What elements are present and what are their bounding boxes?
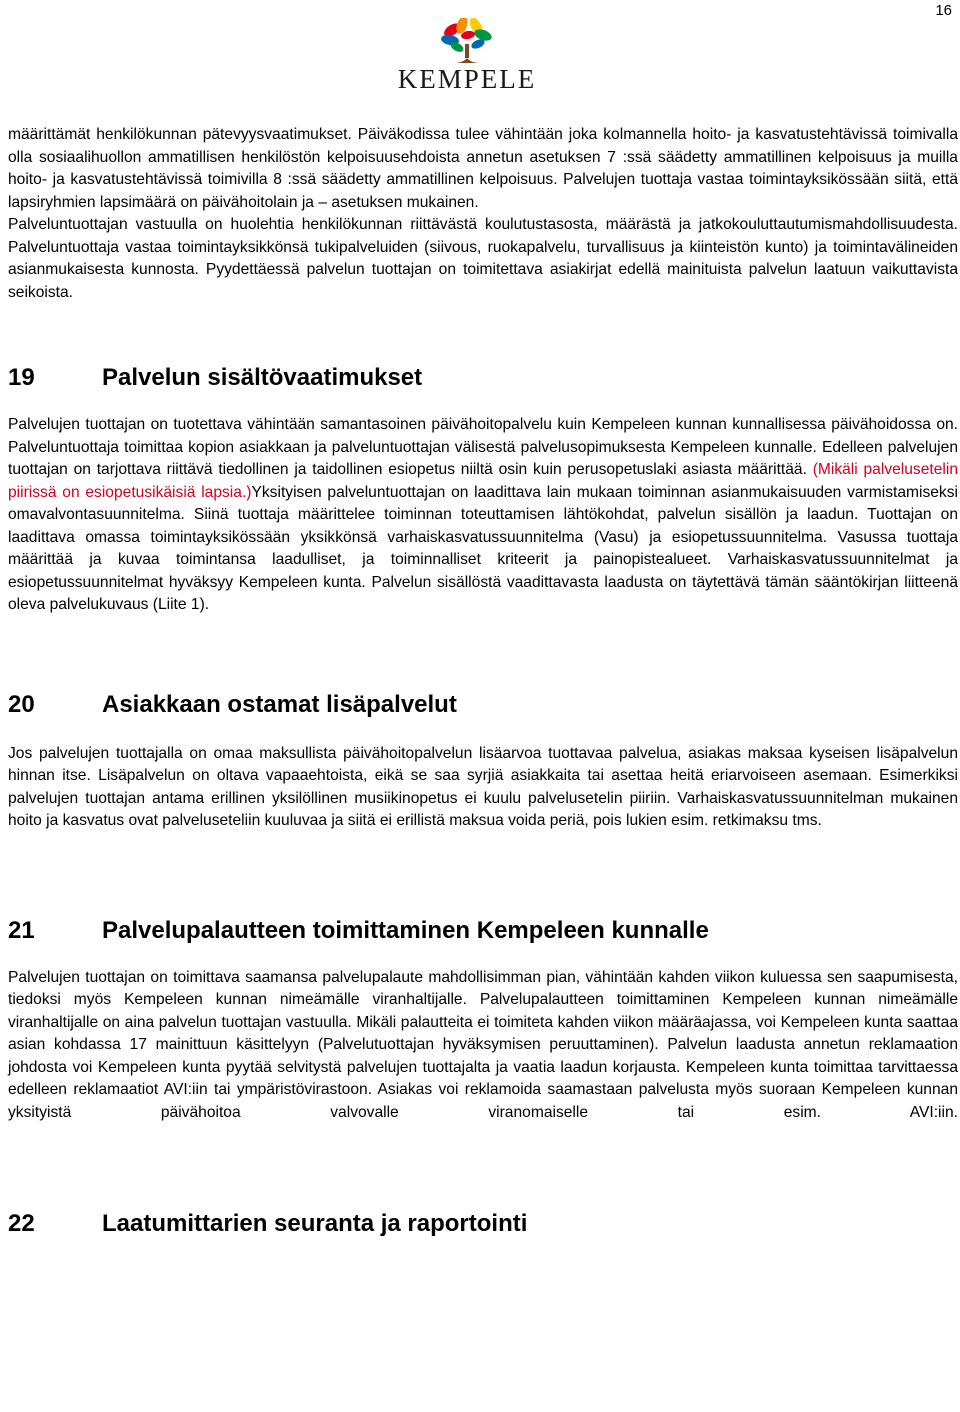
page-number: 16 [935,2,952,19]
section-heading-20 [8,691,958,719]
section-title: Palvelun sisältövaatimukset [102,364,423,391]
section-19-red-note: (Mikäli palvelusetelin piirissä on esiopetusikäisiä lapsia.) [8,461,958,501]
section-heading-19 [8,364,958,392]
section-number: 19 [8,364,35,391]
section-heading-22 [8,1210,958,1238]
logo-wordmark: KEMPELE [397,64,537,94]
paragraph-section-20: Jos palvelujen tuottajalla on omaa maksullista päivähoitopalvelun lisäarvoa tuottavaa palvelua, asiakas maksaa kyseisen lisäpalvelun hinnan itse. Lisäpalvelun on oltava vapaaehtoista, eikä se saa syrjiä asiakkaita tai asettaa heitä eriarvoiseen asemaan. Esimerkiksi palvelujen tuottajan antama erillinen yksilöllinen musiikinopetus ei kuulu palvelusetelin piiriin. Varhaiskasvatussuunnitelman mukainen hoito ja kasvatus ovat palveluseteliin kuuluvaa ja siitä ei erillistä maksua voida periä, pois lukien esim. retkimaksu tms. [8,744,958,829]
paragraph-qualifications: määrittämät henkilökunnan pätevyysvaatimukset. Päiväkodissa tulee vähintään joka kolmannella hoito- ja kasvatustehtävissä toimivalla olla sosiaalihuollon ammatillisen henkilöstön kelpoisuusehdoista annetun asetuksen 7 :ssä säädetty ammatillinen kelpoisuus ja muilla hoito- ja kasvatustehtävissä toimivilla 8 :ssä säädetty ammatillinen kelpoisuus. Palvelujen tuottaja vastaa toimintayksikössään siitä, että lapsiryhmien lapsimäärä on päivähoitolain ja – asetuksen mukainen. [8,126,958,211]
section-number: 22 [8,1210,35,1237]
section-19-text-part2: Yksityisen palveluntuottajan on laadittava lain mukaan toiminnan asianmukaisuuden varmistamiseksi omavalvontasuunnitelma. Siinä tuottaja määrittelee toiminnan toteuttamisen lähtökohdat, palvelun sisällön ja laadun. Tuottajan on laadittava omassa toimintayksikössään yksikkönsä varhaiskasvatussuunnitelma (Vasu) ja esiopetussuunnitelma. Vasussa tuottaja määrittää ja kuvaa toimintansa laadulliset, ja toiminnalliset kriteerit ja painopistealueet. Varhaiskasvatussuunnitelmat ja esiopetussuunnitelmat hyväksyy Kempeleen kunta. Palvelun sisällöstä vaadittavasta laadusta on täytettävä tämän sääntökirjan liitteenä oleva palvelukuvaus (Liite 1). [8,483,958,613]
paragraph-staff-responsibility: Palveluntuottajan vastuulla on huolehtia henkilökunnan riittävästä koulutustasosta, määrästä ja jatkokouluttautumismahdollisuudesta. Palveluntuottaja vastaa toimintayksikkönsä tukipalveluiden (siivous, ruokapalvelu, turvallisuus ja kiinteistön kunto) ja toimintavälineiden asianmukaisesta kunnosta. Pyydettäessä palvelun tuottajan on toimitettava asiakirjat edellä mainituista palvelun laatuun vaikuttavista seikoista. [8,216,958,301]
kempele-logo [384,18,550,92]
paragraph-section-19 [8,414,958,617]
section-number: 21 [8,916,35,944]
section-number: 20 [8,690,35,718]
section-heading-21 [8,917,958,945]
section-19-text-part1: Palvelujen tuottajan on tuotettava vähintään samantasoinen päivähoitopalvelu kuin Kempeleen kunnan kunnallisessa päivähoidossa on. Palveluntuottaja toimittaa kopion asiakkaan ja palveluntuottajan välisestä palvelusopimuksesta Kempeleen kunnalle. Edelleen palvelujen tuottajan on tarjottava riittävä tiedollinen ja taidollinen esiopetus niiltä osin kuin perusopetuslaki asiasta määrittää. [8,416,958,478]
paragraph-section-21: Palvelujen tuottajan on toimittava saamansa palvelupalaute mahdollisimman pian, vähintään kahden viikon kuluessa sen saapumisesta, tiedoksi myös Kempeleen kunnan nimeämälle viranhaltijalle. Palvelupalautteen toimittaminen Kempeleen kunnan nimeämälle viranhaltijalle on aina palvelun tuottajan vastuulla. Mikäli palautteita ei toimiteta kahden viikon määräajassa, voi Kempeleen kunta saattaa asian kohdassa 17 mainittuun käsittelyyn (Palvelutuottajan hyväksymisen peruuttaminen). Palvelun laadusta annetun reklamaation johdosta voi Kempeleen kunta pyytää selvitystä palvelujen tuottajalta ja vaatia laadun korjausta. Kempeleen kunta toimittaa tarvittaessa edelleen reklamaatiot AVI:iin tai ympäristövirastoon. Asiakas voi reklamoida saamastaan palvelusta myös suoraan Kempeleen kunnan yksityistä päivähoitoa valvovalle viranomaiselle tai esim. AVI:iin. [8,968,958,1121]
section-title: Asiakkaan ostamat lisäpalvelut [102,690,457,718]
document-body [8,124,958,1238]
section-title: Laatumittarien seuranta ja raportointi [102,1210,528,1237]
tree-icon [384,18,550,64]
section-title: Palvelupalautteen toimittaminen Kempeleen kunnalle [102,916,709,944]
